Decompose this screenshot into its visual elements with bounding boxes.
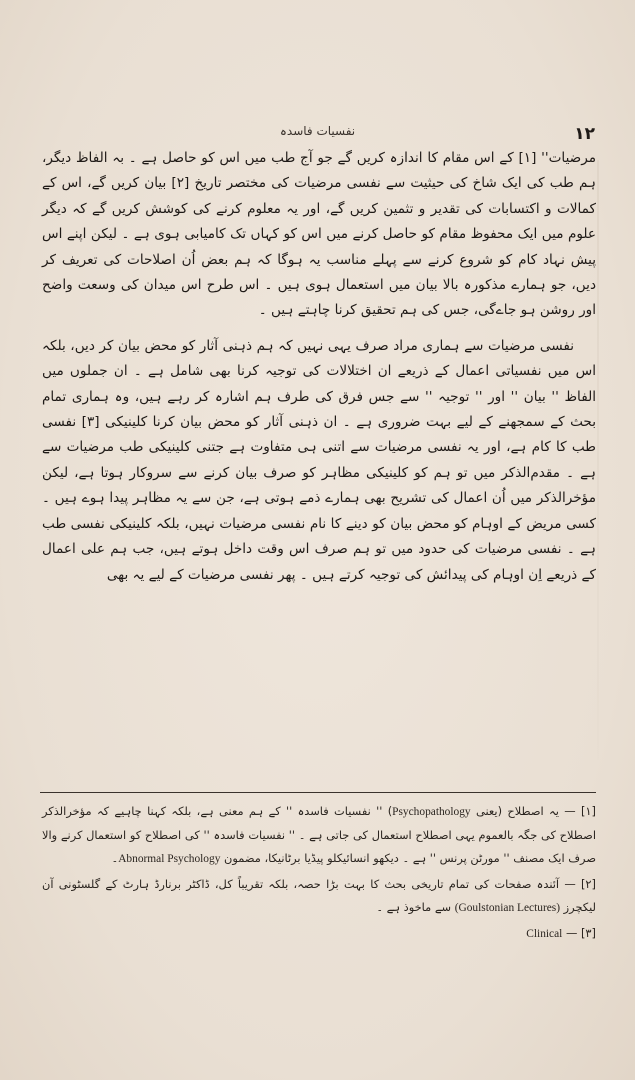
paragraph-2: نفسی مرضیات سے ہماری مراد صرف یہی نہیں کہ ہم ذہنی آثار کو محض بیان کر دیں، بلکہ اس میں نفسیاتی اعمال کے ذریعے ان اختلالات کی توجیہ کرنا بھی شامل ہے ۔ ان جملوں میں الفاظ '' بیان '' اور '' توجیہ '' سے جس فرق کی طرف ہم اشارہ کر رہے ہیں، وہ ہماری تمام بحث کے سمجھنے کے لیے بہت ضروری ہے ۔ ان ذہنی آثار کو محض بیان کرنا کلینیکی [٣] نفسی طب کا کام ہے، اور یہ نفسی مرضیات سے اتنی ہی متفاوت ہے جتنی کلینیکی طب مرضیات سے ہے ۔ مقدم‌الذکر میں تو ہم کو کلینیکی مظاہر کو صرف بیان کرنے سے سروکار ہوتا ہے، لیکن مؤخرالذکر میں اُن اعمال کی تشریح بھی ہمارے ذمے ہوتی ہے، جن سے یہ مظاہر پیدا ہوے ہیں ۔ کسی مریض کے اوہام کو محض بیان کو دینے کا نام نفسی مرضیات نہیں، بلکہ کلینیکی نفسی طب ہے ۔ نفسی مرضیات کی حدود میں تو ہم صرف اس وقت داخل ہوتے ہیں، جب ہم علی اعمال کے ذریعے اِن اوہام کی پیدائش کی توجیہ کرتے ہیں ۔ پھر نفسی مرضیات کے لیے یہ بھی (42, 337, 596, 583)
footnote-3-english-term: Clinical (526, 928, 563, 940)
page-shadow (597, 160, 599, 760)
footnote-3 (42, 922, 596, 946)
running-title: نفسیات فاسدہ (279, 124, 356, 138)
page-number: ١٢ (574, 124, 595, 144)
footnote-1-text-b: ) '' نفسیات فاسدہ '' کے ہم معنی ہے، بلکہ کہنا چاہیے کہ مؤخرالذکر اصطلاح کی جگہ بالعموم یہی اصطلاح استعمال کی جاتی ہے ۔ '' نفسیات فاسدہ '' کی اصطلاح کو استعمال کرنے والا صرف ایک مصنف '' مورٹن پرنس '' ہے ۔ دیکھو انسائیکلو پیڈیا برٹانیکا، مضمون (42, 804, 596, 865)
footnote-2-english-term: (Goulstonian Lectures) (454, 902, 561, 914)
footnote-1 (42, 800, 596, 871)
footnote-2 (42, 873, 596, 920)
footnote-1-english-term-2: Abnormal Psychology (118, 853, 221, 865)
footnote-divider (40, 792, 596, 793)
page-header (40, 120, 595, 144)
footnote-1-english-term: Psychopathology (392, 806, 471, 818)
footnote-2-text-b: سے ماخوذ ہے ۔ (376, 900, 455, 914)
footnotes (42, 800, 596, 948)
footnote-1-text-c: ۔ (111, 851, 119, 865)
footnote-3-text-a: [٣] — (562, 926, 596, 940)
main-text (42, 146, 596, 588)
footnote-2-text-a: [٢] — آئندہ صفحات کی تمام تاریخی بحث کا بہت بڑا حصہ، بلکہ تقریباً کل، ڈاکٹر برنارڈ ہارٹ کے گلسٹونی آن لیکچرز (42, 877, 596, 914)
paragraph-1: مرضیات'' [١] کے اس مقام کا اندازہ کریں گے جو آج طب میں اس کو حاصل ہے ۔ بہ الفاظ دیگر، ہم طب کی ایک شاخ کی حیثیت سے نفسی مرضیات کی مختصر تاریخ [٢] بیان کریں گے، اس کے کمالات و اکتسابات کی تقدیر و تثمین کریں گے، اور یہ معلوم کرنے کی کوشش کریں گے کہ دیگر علوم میں ایک محفوظ مقام کو حاصل کرنے میں اس کو کہاں تک کامیابی ہوی ہے ۔ لیکن اپنے اس پیش نہاد کام کو شروع کرنے سے پہلے مناسب یہ ہوگا کہ ہم بعض اُن اصلاحات کی تعریف کر دیں، جو ہمارے مذکورہ بالا بیان میں استعمال ہوی ہیں ۔ اس طرح اس میدان کی وسعت واضح اور روشن ہو جاےگی، جس کی ہم تحقیق کرنا چاہتے ہیں ۔ (42, 150, 597, 319)
footnote-1-text-a: [١] — یہ اصطلاح (یعنی (470, 804, 596, 818)
